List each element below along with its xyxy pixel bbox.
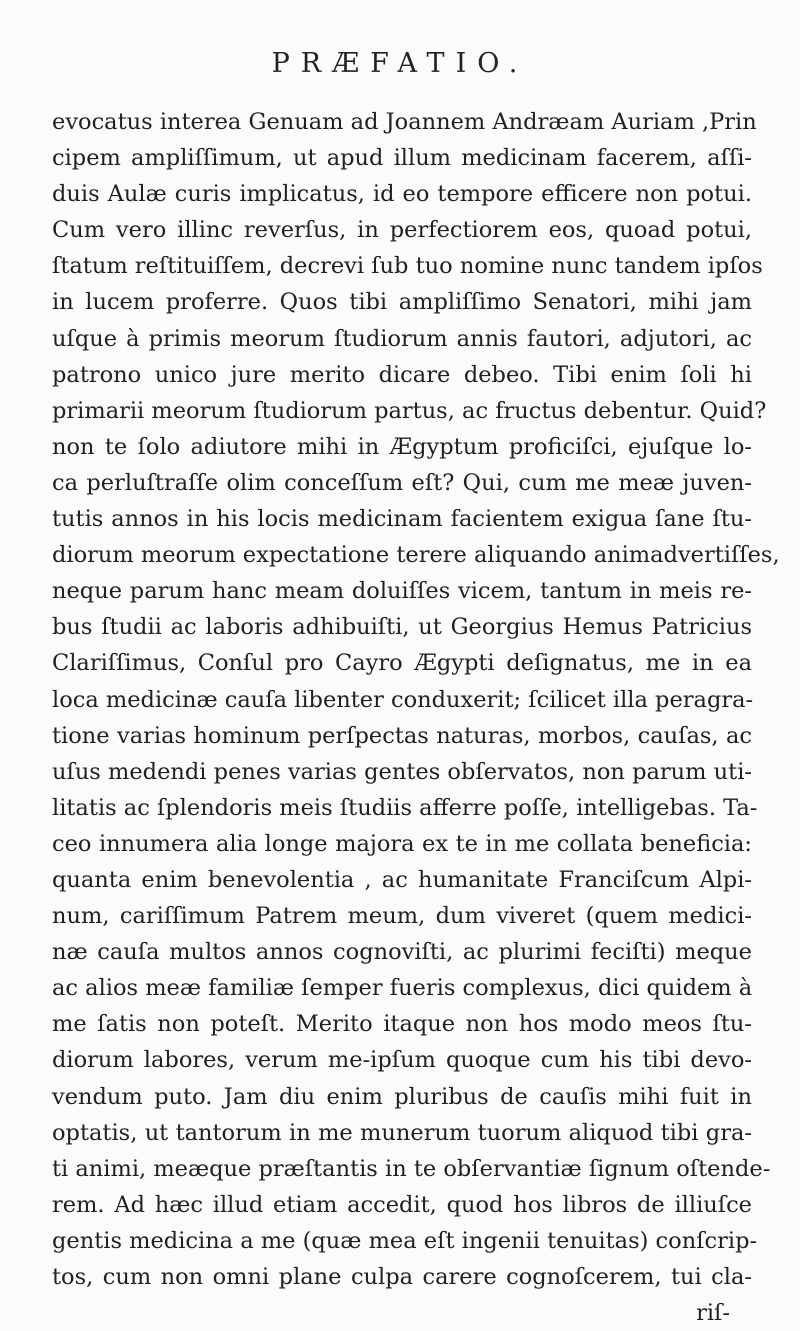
text-line: optatis, ut tantorum in me munerum tuorum aliquod tibi gra- (52, 1119, 752, 1146)
running-title: PRÆFATIO. (271, 48, 529, 79)
text-line: in lucem proferre. Quos tibi ampliſſimo Senatori, mihi jam (52, 289, 752, 316)
body-text (52, 104, 780, 1331)
text-line: ceo innumera alia longe majora ex te in me collata beneficia: (52, 830, 752, 857)
text-line: duis Aulæ curis implicatus, id eo tempore efficere non potui. (52, 181, 752, 208)
text-line: litatis ac ſplendoris meis ſtudiis afferre poſſe, intelligebas. Ta- (52, 794, 758, 821)
text-line: bus ſtudii ac laboris adhibuiſti, ut Georgius Hemus Patricius (52, 614, 752, 641)
text-line: tos, cum non omni plane culpa carere cognoſcerem, tui cla- (52, 1264, 752, 1290)
text-line: gentis medicina a me (quæ mea eſt ingenii tenuitas) conſcrip- (52, 1227, 758, 1254)
text-line: cipem ampliſſimum, ut apud illum medicinam facerem, aſſi- (52, 145, 752, 172)
text-line: ti animi, meæque præſtantis in te obſervantiæ ſignum oſtende- (52, 1155, 771, 1182)
text-line: tutis annos in his locis medicinam facientem exigua ſane ſtu- (52, 506, 752, 533)
text-line: ac alios meæ familiæ ſemper fueris complexus, dici quidem à (52, 975, 753, 1002)
text-line: neque parum hanc meam doluiſſes vicem, tantum in meis re- (52, 578, 752, 605)
text-line: patrono unico jure merito dicare debeo. Tibi enim ſoli hi (52, 361, 752, 388)
text-line: me ſatis non poteſt. Merito itaque non hos modo meos ſtu- (52, 1011, 752, 1038)
text-line: rem. Ad hæc illud etiam accedit, quod hos libros de illiuſce (52, 1191, 752, 1218)
text-line: vendum puto. Jam diu enim pluribus de cauſis mihi fuit in (52, 1083, 752, 1110)
text-line: næ cauſa multos annos cognoviſti, ac plurimi feciſti) meque (52, 939, 752, 966)
text-line: Clariſſimus, Conſul pro Cayro Ægypti deſignatus, me in ea (52, 650, 752, 677)
text-line: diorum meorum expectatione terere aliquando animadvertiſſes, (52, 542, 780, 569)
catchword: riſ- (696, 1300, 730, 1327)
text-line: uſus medendi penes varias gentes obſervatos, non parum uti- (52, 758, 752, 785)
text-line: Cum vero illinc reverſus, in perfectiorem eos, quoad potui, (52, 217, 752, 244)
text-line: evocatus interea Genuam ad Joannem Andræam Auriam ,Prin (52, 109, 757, 135)
text-line: uſque à primis meorum ſtudiorum annis fautori, adjutori, ac (52, 325, 752, 352)
text-line: loca medicinæ cauſa libenter conduxerit; ſcilicet illa peragra- (52, 686, 754, 713)
text-line: num, cariſſimum Patrem meum, dum viveret (quem medici- (52, 903, 752, 930)
text-line: tione varias hominum perſpectas naturas, morbos, cauſas, ac (52, 722, 752, 749)
text-line: ſtatum reſtituiſſem, decrevi ſub tuo nomine nunc tandem ipſos (52, 253, 763, 280)
text-line: quanta enim benevolentia , ac humanitate Franciſcum Alpi- (52, 866, 752, 893)
text-line: diorum labores, verum me-ipſum quoque cum his tibi devo- (52, 1047, 752, 1074)
text-line: ca perluſtraſſe olim conceſſum eſt? Qui, cum me meæ juven- (52, 469, 752, 496)
text-line: non te ſolo adiutore mihi in Ægyptum proficiſci, ejuſque lo- (52, 433, 752, 460)
text-line: primarii meorum ſtudiorum partus, ac fructus debentur. Quid? (52, 397, 767, 424)
